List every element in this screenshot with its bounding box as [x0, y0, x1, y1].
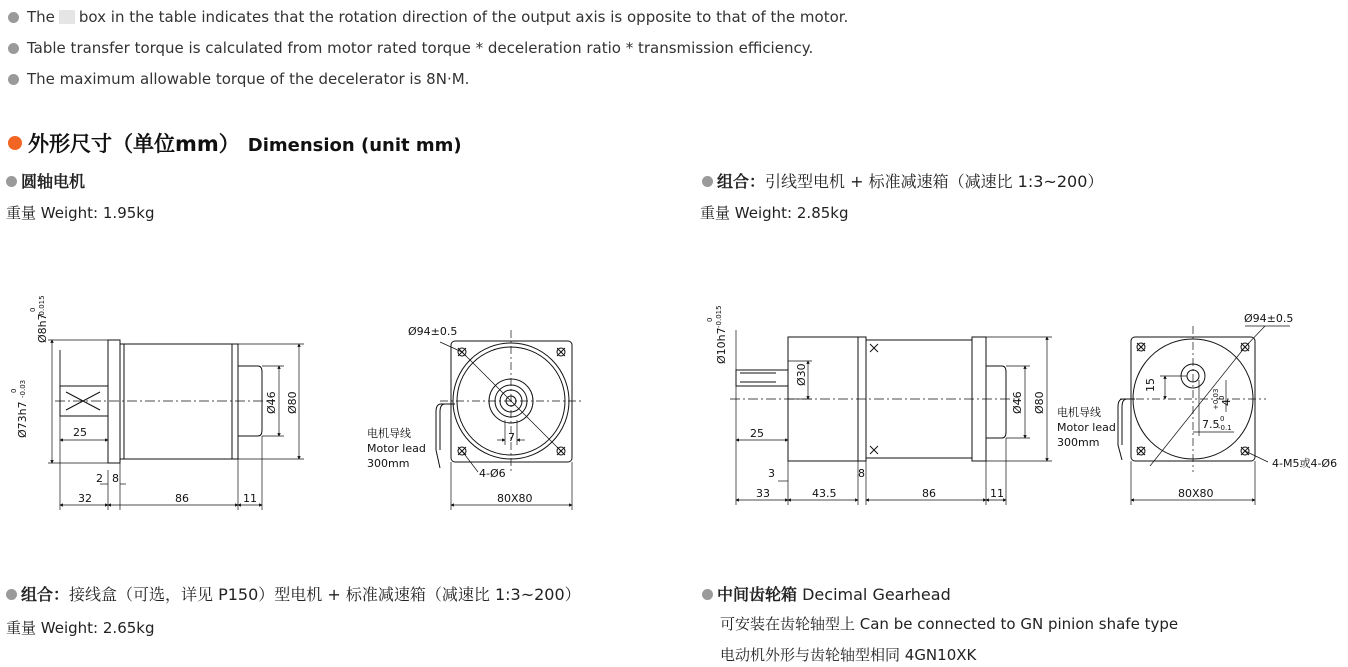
decimal-gearhead-heading: 中间齿轮箱 Decimal Gearhead	[702, 582, 951, 605]
combo-front-view	[1118, 326, 1290, 505]
d2-label: 2	[96, 472, 103, 485]
d15-label: 15	[1144, 378, 1157, 392]
lead-cn-label: 电机导线	[1057, 406, 1101, 419]
d33-label: 33	[756, 487, 770, 500]
d30-label: Ø30	[795, 363, 808, 386]
orange-dot-icon	[8, 136, 22, 150]
bullet-icon	[6, 176, 17, 187]
shaft-tol-bottom: -0.015	[38, 295, 46, 318]
combo-side-view	[730, 330, 1052, 505]
note-max-torque: The maximum allowable torque of the decelerator is 8N·M.	[8, 70, 469, 88]
grey-box-swatch	[59, 10, 75, 24]
combo-junction-heading: 组合：接线盒（可选，详见 P150）型电机 + 标准减速箱（减速比 1:3~200）	[6, 582, 581, 605]
d86-label: 86	[175, 492, 189, 505]
size-label: 80X80	[497, 492, 533, 505]
round-shaft-front-view	[436, 330, 582, 510]
d7-5-label: 7.5	[1202, 418, 1220, 431]
d7-label: 7	[508, 431, 515, 444]
lead-length-label: 300mm	[1057, 436, 1100, 449]
d11-label: 11	[990, 487, 1004, 500]
flange-dia-label: Ø73h7	[16, 401, 29, 438]
bullet-icon	[702, 176, 713, 187]
shaft-dia-label: Ø8h7	[36, 313, 49, 343]
shaft-tol-bottom: -0.015	[715, 305, 723, 328]
flange-tol-top: 0	[10, 388, 18, 393]
combo-side-labels	[706, 305, 1046, 500]
len-25-label: 25	[73, 426, 87, 439]
d4-tol-bottom: 0	[1218, 395, 1226, 400]
len-25-label: 25	[750, 427, 764, 440]
combo-junction-weight: 重量 Weight: 2.65kg	[6, 619, 155, 637]
d80-label: Ø80	[286, 391, 299, 414]
holes-label: 4-Ø6	[479, 467, 506, 480]
d11-label: 11	[243, 492, 257, 505]
bullet-icon	[8, 74, 19, 85]
d86-label: 86	[922, 487, 936, 500]
bullet-icon	[6, 589, 17, 600]
d8-label: 8	[858, 467, 865, 480]
lead-cn-label: 电机导线	[367, 427, 411, 440]
holes-label: 4-M5或4-Ø6	[1272, 457, 1338, 470]
gearhead-line-2: 电动机外形与齿轮轴型相同 4GN10XK	[720, 646, 977, 664]
flange-tol-bottom: -0.03	[19, 379, 27, 398]
d4-tol-top: +0.03	[1212, 388, 1220, 410]
bullet-icon	[702, 589, 713, 600]
d46-label: Ø46	[1011, 391, 1024, 414]
round-shaft-side-labels	[10, 295, 299, 505]
d7-5-tol-bottom: -0.1	[1218, 424, 1232, 432]
pcd-label: Ø94±0.5	[408, 325, 458, 338]
d32-label: 32	[78, 492, 92, 505]
size-label: 80X80	[1178, 487, 1214, 500]
bullet-icon	[8, 12, 19, 23]
note-torque: Table transfer torque is calculated from motor rated torque * deceleration ratio * transmission efficiency.	[8, 39, 813, 57]
round-shaft-weight: 重量 Weight: 1.95kg	[6, 204, 155, 222]
d46-label: Ø46	[265, 391, 278, 414]
d7-5-tol-top: 0	[1220, 415, 1225, 423]
round-shaft-front-labels	[367, 325, 533, 505]
section-title: 外形尺寸（单位mm） Dimension (unit mm)	[8, 128, 462, 158]
combo-front-labels	[1057, 312, 1337, 500]
shaft-tol-top: 0	[706, 317, 714, 322]
shaft-dia-label: Ø10h7	[715, 327, 728, 364]
lead-en-label: Motor lead	[1057, 421, 1116, 434]
d80-label: Ø80	[1033, 391, 1046, 414]
d3-label: 3	[768, 467, 775, 480]
note-rotation: The box in the table indicates that the rotation direction of the output axis is opposite to that of the motor.	[8, 8, 848, 26]
d8-label: 8	[112, 472, 119, 485]
lead-en-label: Motor lead	[367, 442, 426, 455]
round-shaft-heading: 圆轴电机	[6, 169, 85, 192]
lead-length-label: 300mm	[367, 457, 410, 470]
combo-lead-heading: 组合：引线型电机 + 标准减速箱（减速比 1:3~200）	[702, 169, 1103, 192]
gearhead-line-1: 可安装在齿轮轴型上 Can be connected to GN pinion shafe type	[720, 615, 1179, 633]
pcd-label: Ø94±0.5	[1244, 312, 1294, 325]
d43-5-label: 43.5	[812, 487, 837, 500]
d4-label: 4	[1220, 399, 1233, 406]
round-shaft-side-view	[48, 340, 304, 510]
bullet-icon	[8, 43, 19, 54]
combo-lead-weight: 重量 Weight: 2.85kg	[700, 204, 849, 222]
shaft-tol-top: 0	[29, 307, 37, 312]
